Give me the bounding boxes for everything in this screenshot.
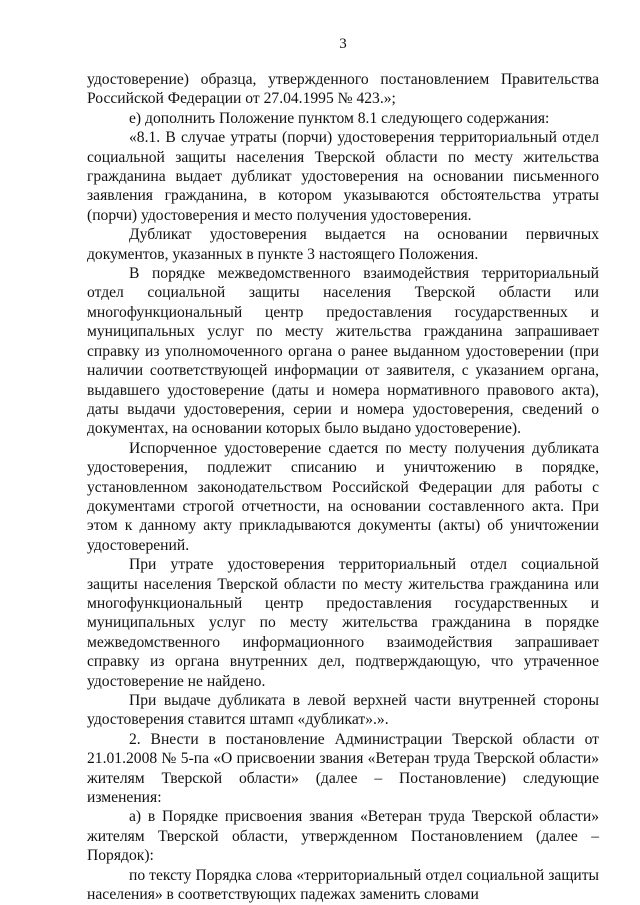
paragraph-amendment-a: а) в Порядке присвоения звания «Ветеран труда Тверской области» жителям Тверской области, утвержденном Постановлением (далее – Порядок):	[87, 808, 599, 865]
paragraph-amendment-e: е) дополнить Положение пунктом 8.1 следующего содержания:	[129, 109, 550, 127]
paragraph-item-8-1: «8.1. В случае утраты (порчи) удостоверения территориальный отдел социальной защиты населения Тверской области по месту жительства гражданина выдает дубликат удостоверения на основании письменного заявления гражданина, в котором указываются обстоятельства утраты (порчи) удостоверения и место получения удостоверения.	[87, 129, 599, 224]
paragraph-duplicate-stamp: При выдаче дубликата в левой верхней части внутренней стороны удостоверения ставится штамп «дубликат».».	[87, 692, 599, 729]
paragraph-damaged-certificate: Испорченное удостоверение сдается по месту получения дубликата удостоверения, подлежит списанию и уничтожению в порядке, установленном законодательством Российской Федерации для работы с документами строгой отчетности, на основании составленного акта. При этом к данному акту прикладываются документы (акты) об уничтожении удостоверений.	[87, 439, 599, 554]
paragraph-duplicate-basis: Дубликат удостоверения выдается на основании первичных документов, указанных в пункте 3 настоящего Положения.	[87, 226, 599, 263]
page-number: 3	[339, 36, 347, 52]
paragraph-text-replacement: по тексту Порядка слова «территориальный отдел социальной защиты населения» в соответствующих падежах заменить словами	[87, 866, 599, 904]
paragraph-interagency-request: В порядке межведомственного взаимодействия территориальный отдел социальной защиты населения Тверской области или многофункциональный центр предоставления государственных и муниципальных услуг по месту жительства гражданина запрашивает справку из уполномоченного органа о ранее выданном удостоверении (при наличии соответствующей информации от заявителя, с указанием органа, выдавшего удостоверение (даты и номера нормативного правового акта), даты выдачи удостоверения, серии и номера удостоверения, сведений о документах, на основании которых было выдано удостоверение).	[87, 265, 599, 438]
paragraph-section-2: 2. Внести в постановление Администрации Тверской области от 21.01.2008 № 5-па «О присвоении звания «Ветеран труда Тверской области» жителям Тверской области» (далее – Постановление) следующие изменения:	[87, 730, 599, 807]
paragraph-lost-certificate: При утрате удостоверения территориальный отдел социальной защиты населения Тверской области по месту жительства гражданина или многофункциональный центр предоставления государственных и муниципальных услуг по месту жительства гражданина в порядке межведомственного информационного взаимодействия запрашивает справку из органа внутренних дел, подтверждающую, что утраченное удостоверение не найдено.	[87, 556, 599, 690]
paragraph-continuation: удостоверение) образца, утвержденного постановлением Правительства Российской Федерации от 27.04.1995 № 423.»;	[87, 71, 599, 108]
